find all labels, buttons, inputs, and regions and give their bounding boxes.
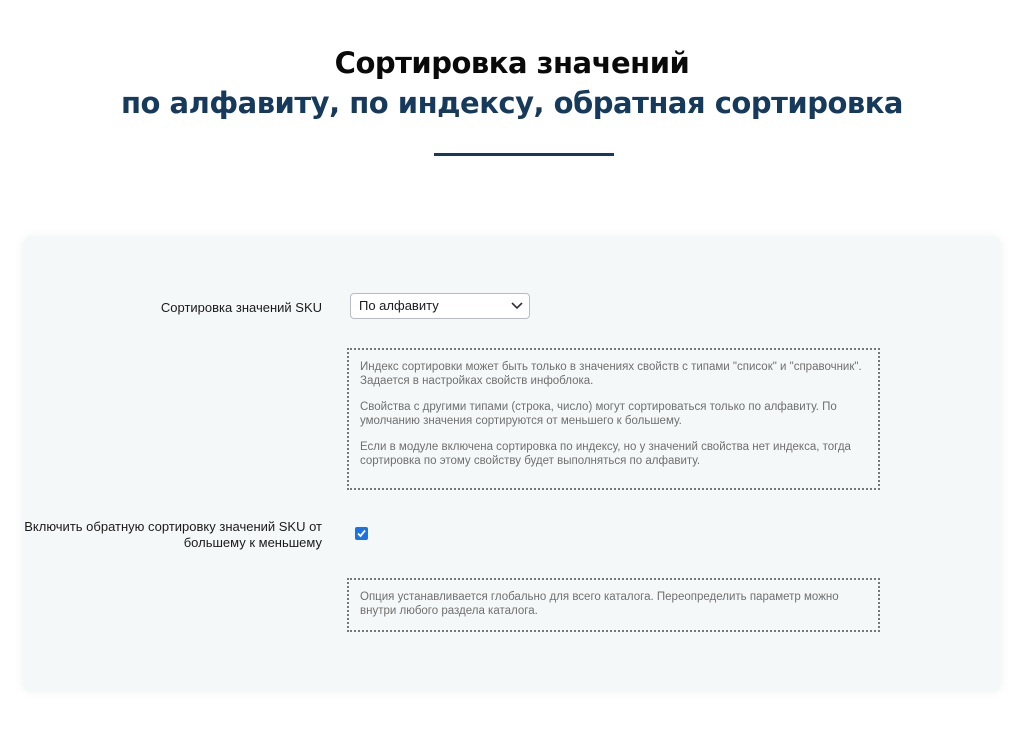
page-subtitle: по алфавиту, по индексу, обратная сортировка xyxy=(120,86,903,120)
sort-values-label: Сортировка значений SKU xyxy=(160,300,322,315)
sort-info-paragraph: Индекс сортировки может быть только в значениях свойств с типами "список" и "справочник". Задается в настройках свойств инфоблока. xyxy=(360,361,862,387)
reverse-sort-label: Включить обратную сортировку значений SKU от большему к меньшему xyxy=(24,519,322,550)
sort-info-note xyxy=(347,348,880,490)
sort-info-paragraph: Свойства с другими типами (строка, число) могут сортироваться только по алфавиту. По умолчанию значения сортируются от меньшего к большему. xyxy=(360,401,837,427)
reverse-info-note xyxy=(347,578,880,632)
sort-info-paragraph: Если в модуле включена сортировка по индексу, но у значений свойства нет индекса, тогда сортировка по этому свойству будет выполняться по алфавиту. xyxy=(360,441,851,467)
sort-values-select-value: По алфавиту xyxy=(359,298,439,313)
settings-panel xyxy=(22,236,1002,692)
reverse-sort-checkbox[interactable] xyxy=(355,527,368,540)
page-title: Сортировка значений xyxy=(334,46,690,80)
sort-values-select[interactable] xyxy=(350,293,530,319)
reverse-info-paragraph: Опция устанавливается глобально для всего каталога. Переопределить параметр можно внутри любого раздела каталога. xyxy=(360,591,839,617)
checkmark-icon xyxy=(356,528,367,539)
title-divider xyxy=(434,153,614,156)
chevron-down-icon xyxy=(511,294,523,326)
